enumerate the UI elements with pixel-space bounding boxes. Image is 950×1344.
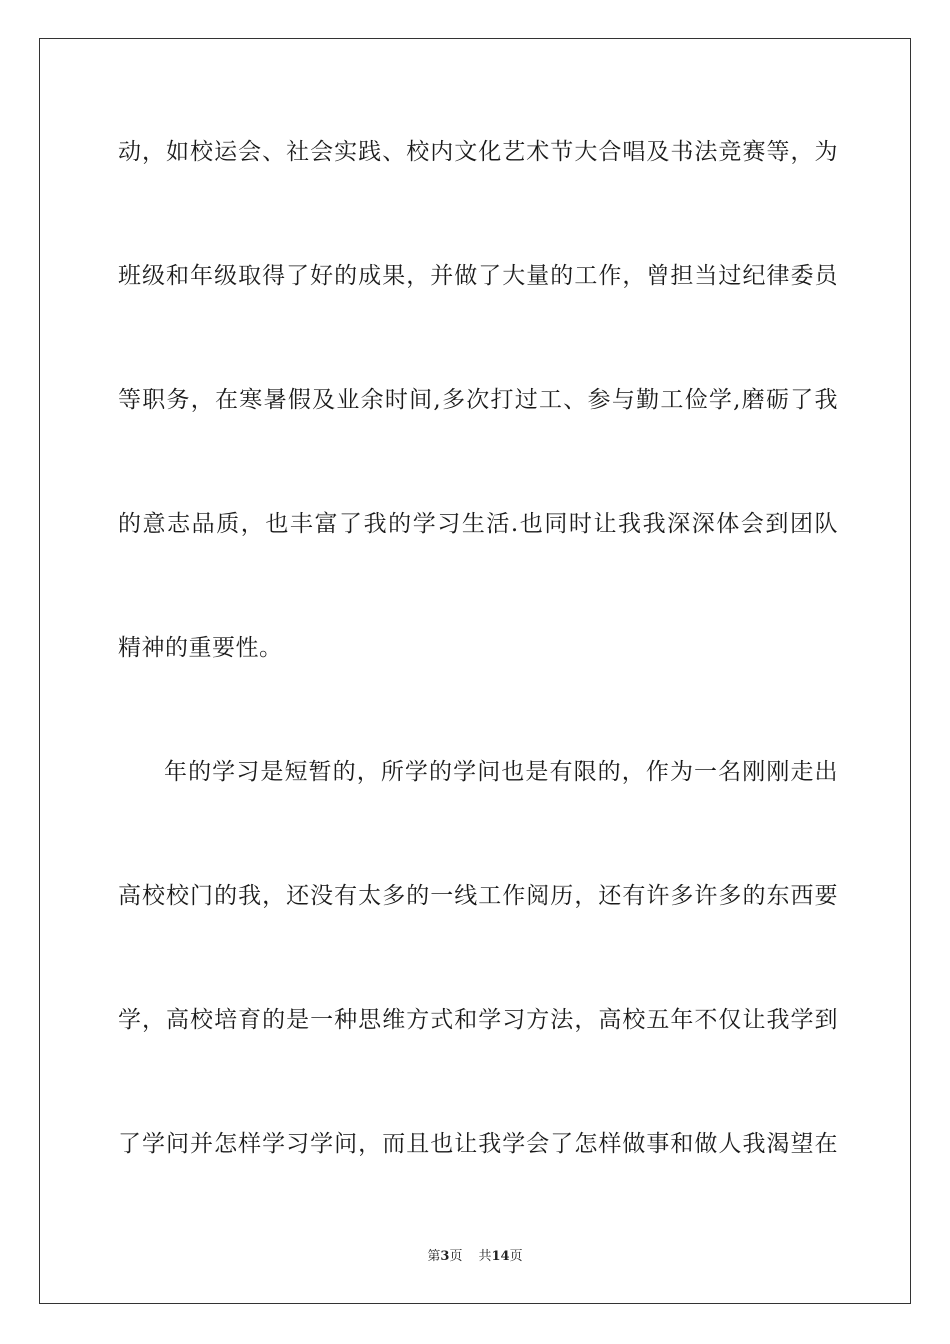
text-line: 了学问并怎样学习学问，而且也让我学会了怎样做事和做人我渴望在 <box>118 1131 838 1157</box>
text-line: 班级和年级取得了好的成果，并做了大量的工作，曾担当过纪律委员 <box>118 263 838 289</box>
text-line: 精神的重要性。 <box>118 635 283 661</box>
page-suffix: 页 <box>449 1249 463 1264</box>
text-line: 高校校门的我，还没有太多的一线工作阅历，还有许多许多的东西要 <box>118 883 838 909</box>
text-line: 动，如校运会、社会实践、校内文化艺术节大合唱及书法竞赛等，为 <box>118 139 838 165</box>
total-pages: 14 <box>491 1249 510 1264</box>
total-suffix: 页 <box>509 1249 523 1264</box>
text-line: 学，高校培育的是一种思维方式和学习方法，高校五年不仅让我学到 <box>118 1007 838 1033</box>
page-number: 3 <box>440 1249 450 1264</box>
page-prefix: 第 <box>427 1249 441 1264</box>
page-border <box>39 38 911 1304</box>
paragraph-first-line: 年的学习是短暂的，所学的学问也是有限的，作为一名刚刚走出 <box>164 759 838 785</box>
text-line: 等职务，在寒暑假及业余时间,多次打过工、参与勤工俭学,磨砺了我 <box>118 387 838 413</box>
text-line: 的意志品质，也丰富了我的学习生活.也同时让我我深深体会到团队 <box>118 511 838 537</box>
page-footer <box>0 1248 950 1266</box>
total-prefix: 共 <box>478 1249 492 1264</box>
